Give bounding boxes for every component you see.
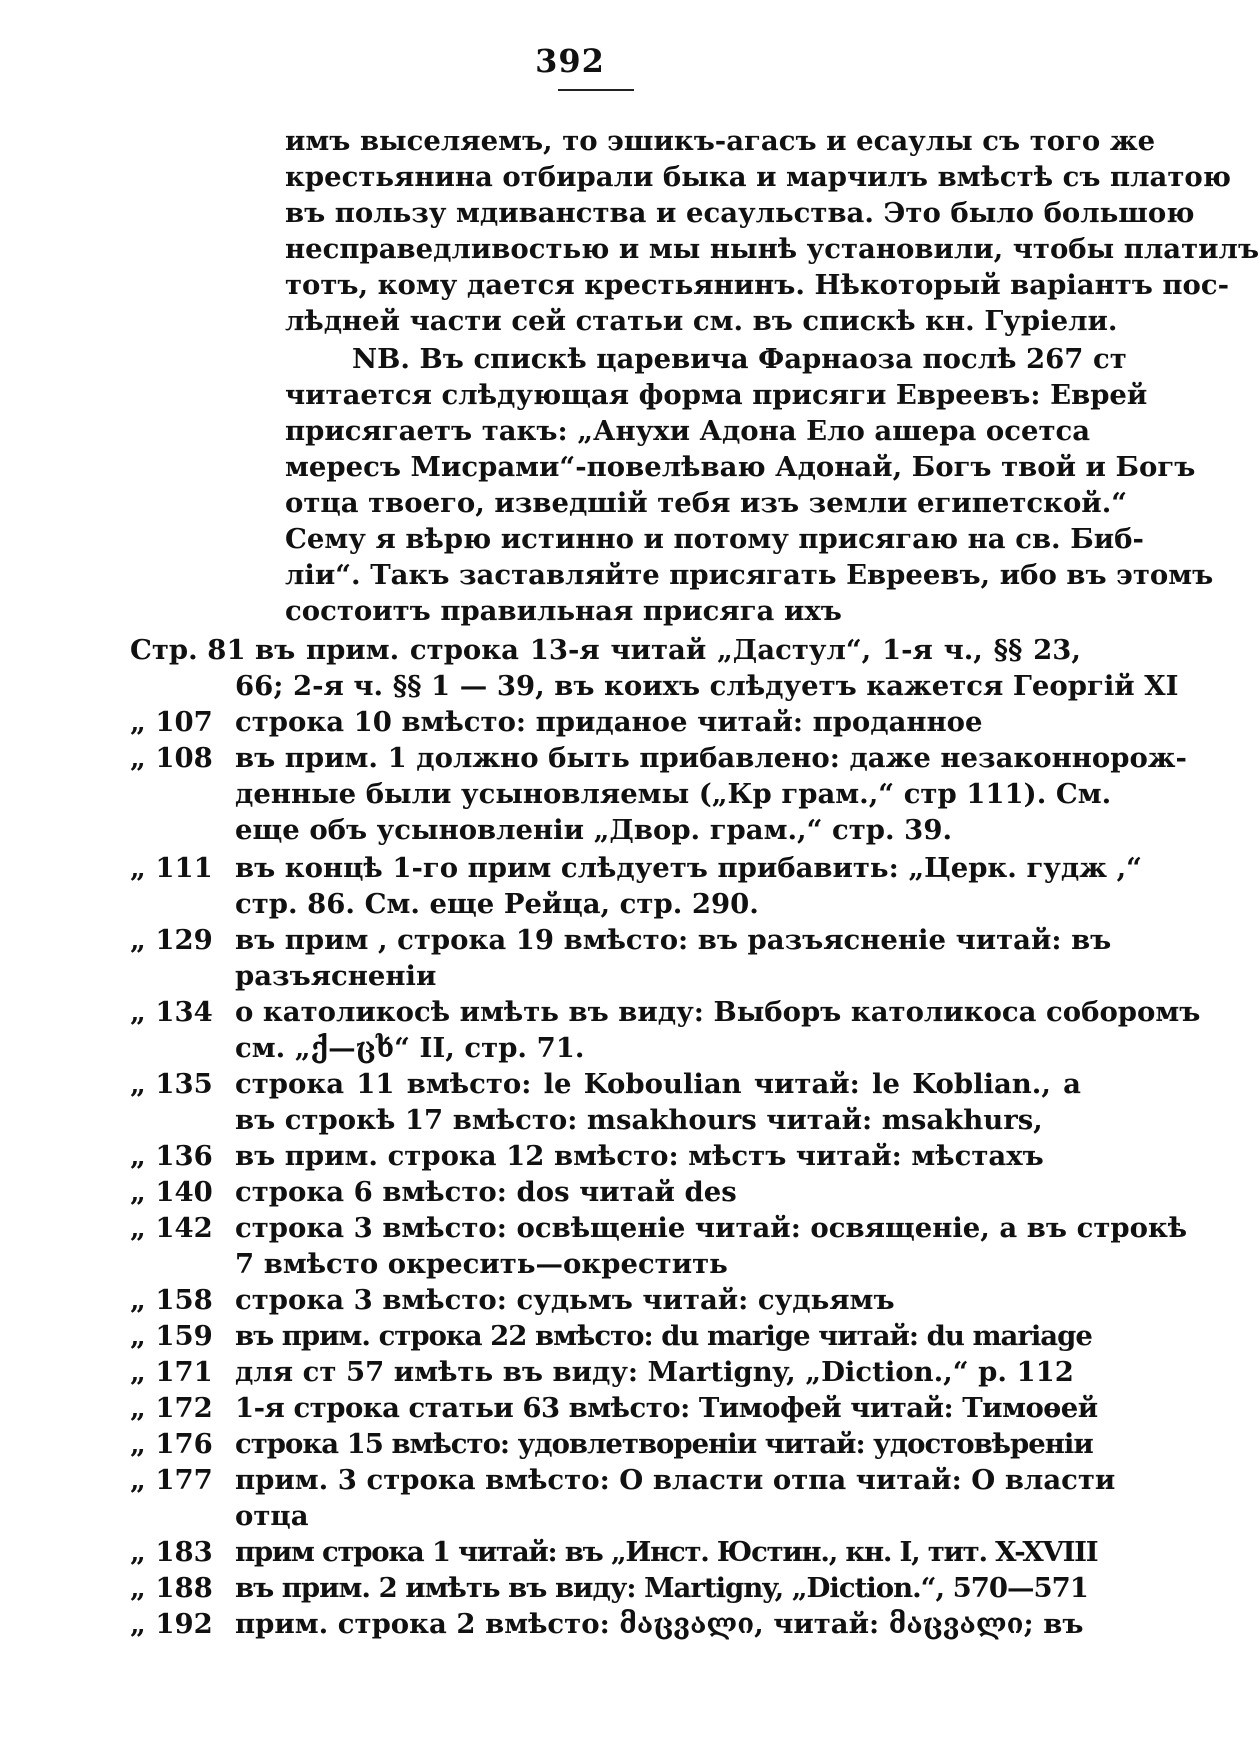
errata-text: въ прим. 1 должно быть прибавлено: даже незаконнорож- — [235, 742, 1187, 774]
errata-ref: „ 134 — [130, 996, 213, 1028]
errata-text: строка 15 вмѣсто: удовлетвореніи читай: удостовѣреніи — [235, 1428, 1093, 1460]
errata-text: еще объ усыновленіи „Двор. грам.,“ стр. 39. — [235, 814, 953, 846]
errata-ref: „ 176 — [130, 1428, 213, 1460]
errata-text: строка 3 вмѣсто: освѣщеніе читай: освященіе, а въ строкѣ — [235, 1212, 1188, 1244]
text-line: читается слѣдующая форма присяги Евреевъ: Еврей — [285, 379, 1148, 411]
errata-text: въ концѣ 1-го прим слѣдуетъ прибавить: „Церк. гудж ,“ — [235, 852, 1142, 884]
errata-text: въ прим. 2 имѣть въ виду: Martigny, „Diction.“, 570—571 — [235, 1572, 1088, 1604]
errata-text: 7 вмѣсто окресить—окрестить — [235, 1248, 728, 1280]
errata-text: см. „ქ—ცხ“ II, стр. 71. — [235, 1032, 585, 1064]
text-line: лѣдней части сей статьи см. въ спискѣ кн. Гуріели. — [285, 305, 1118, 337]
errata-ref: „ 177 — [130, 1464, 213, 1496]
errata-ref: „ 188 — [130, 1572, 213, 1604]
text-line: состоитъ правильная присяга ихъ — [285, 595, 842, 627]
text-line: тотъ, кому дается крестьянинъ. Нѣкоторый варіантъ пос- — [285, 269, 1230, 301]
errata-text: прим строка 1 читай: въ „Инст. Юстин., кн. I, тит. X-XVIII — [235, 1536, 1098, 1568]
errata-text: разъясненіи — [235, 960, 437, 992]
text-line: NB. Въ спискѣ царевича Фарнаоза послѣ 267 ст — [352, 343, 1127, 375]
errata-text: 66; 2-я ч. §§ 1 — 39, въ коихъ слѣдуетъ кажется Георгій XI — [235, 670, 1179, 702]
errata-text: въ прим , строка 19 вмѣсто: въ разъясненіе читай: въ — [235, 924, 1112, 956]
errata-ref: „ 107 — [130, 706, 213, 738]
errata-text: въ прим. строка 22 вмѣсто: du marige читай: du mariage — [235, 1320, 1092, 1352]
errata-ref: Стр. 81 — [130, 634, 246, 666]
errata-ref: „ 158 — [130, 1284, 213, 1316]
header-rule — [558, 89, 634, 91]
errata-text: о католикосѣ имѣть въ виду: Выборъ католикоса соборомъ — [235, 996, 1201, 1028]
text-line: отца твоего, изведшій тебя изъ земли египетской.“ — [285, 487, 1128, 519]
errata-text: въ прим. строка 12 вмѣсто: мѣстъ читай: мѣстахъ — [235, 1140, 1044, 1172]
errata-text: въ прим. строка 13-я читай „Дастул“, 1-я ч., §§ 23, — [255, 634, 1081, 666]
errata-ref: „ 111 — [130, 852, 213, 884]
errata-ref: „ 192 — [130, 1608, 213, 1640]
errata-text: стр. 86. См. еще Рейца, стр. 290. — [235, 888, 759, 920]
errata-ref: „ 140 — [130, 1176, 213, 1208]
errata-ref: „ 135 — [130, 1068, 213, 1100]
text-line: крестьянина отбирали быка и марчилъ вмѣстѣ съ платою — [285, 161, 1231, 193]
errata-ref: „ 172 — [130, 1392, 213, 1424]
text-line: имъ выселяемъ, то эшикъ-агасъ и есаулы съ того же — [285, 125, 1156, 157]
text-line: въ пользу мдиванства и есаульства. Это было большою — [285, 197, 1195, 229]
text-line: несправедливостью и мы нынѣ установили, чтобы платилъ — [285, 233, 1259, 265]
errata-ref: „ 159 — [130, 1320, 213, 1352]
errata-ref: „ 183 — [130, 1536, 213, 1568]
errata-text: прим. 3 строка вмѣсто: О власти отпа читай: О власти — [235, 1464, 1116, 1496]
errata-text: 1-я строка статьи 63 вмѣсто: Тимофей читай: Тимоѳей — [235, 1392, 1098, 1424]
errata-text: денные были усыновляемы („Кр грам.,“ стр 111). См. — [235, 778, 1112, 810]
errata-text: для ст 57 имѣть въ виду: Martigny, „Diction.,“ p. 112 — [235, 1356, 1074, 1388]
errata-ref: „ 136 — [130, 1140, 213, 1172]
page-number: 392 — [535, 42, 605, 80]
errata-text: строка 6 вмѣсто: dos читай des — [235, 1176, 737, 1208]
text-line: ліи“. Такъ заставляйте присягать Евреевъ, ибо въ этомъ — [285, 559, 1214, 591]
errata-text: строка 3 вмѣсто: судьмъ читай: судьямъ — [235, 1284, 895, 1316]
text-line: Сему я вѣрю истинно и потому присягаю на св. Биб- — [285, 523, 1144, 555]
errata-text: прим. строка 2 вмѣсто: მაცვალი, читай: მაცვალი; въ — [235, 1608, 1084, 1640]
errata-text: отца — [235, 1500, 309, 1532]
text-line: мересъ Мисрами“-повелѣваю Адонай, Богъ твой и Богъ — [285, 451, 1196, 483]
errata-ref: „ 108 — [130, 742, 213, 774]
errata-ref: „ 171 — [130, 1356, 213, 1388]
errata-text: въ строкѣ 17 вмѣсто: msakhours читай: msakhurs, — [235, 1104, 1043, 1136]
errata-ref: „ 129 — [130, 924, 213, 956]
errata-text: строка 10 вмѣсто: приданое читай: проданное — [235, 706, 983, 738]
text-line: присягаетъ такъ: „Анухи Адона Ело ашера осетса — [285, 415, 1091, 447]
errata-ref: „ 142 — [130, 1212, 213, 1244]
errata-text: строка 11 вмѣсто: le Koboulian читай: le Koblian., а — [235, 1068, 1081, 1100]
